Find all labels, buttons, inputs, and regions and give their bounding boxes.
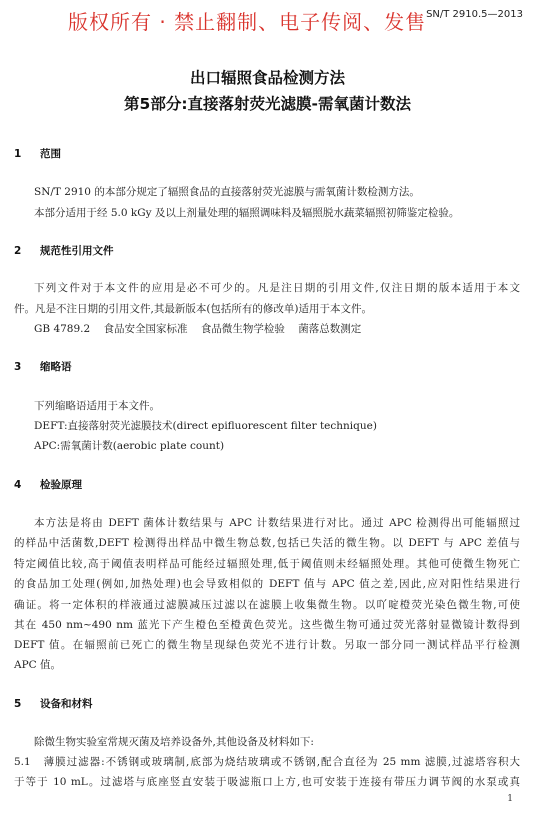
section-heading-normative-references <box>14 243 114 258</box>
clause-5-1-line: 5.1 薄膜过滤器:不锈钢或玻璃制,底部为烧结玻璃或不锈钢,配合直径为 25 mm 滤膜,过滤塔容积大 <box>14 756 520 768</box>
page-number: 1 <box>507 794 513 804</box>
section-number: 2 <box>14 245 22 257</box>
section-title: 规范性引用文件 <box>40 245 114 257</box>
section-heading-principle <box>14 477 82 492</box>
document-number: SN/T 2910.5—2013 <box>426 9 523 20</box>
paragraph-line: 的食品加工处理(例如,加热处理)也会导致相似的 DEFT 值与 APC 值之差,因此,应对阳性结果进行 <box>14 578 520 590</box>
abbreviation-entry: DEFT:直接落射荧光滤膜技术(direct epifluorescent filter technique) <box>34 420 377 432</box>
paragraph-line: 的样品中活菌数,DEFT 检测得出样品中微生物总数,包括已失活的微生物。以 DEFT 与 APC 差值与 <box>14 537 520 549</box>
paragraph-line: 本部分适用于经 5.0 kGy 及以上剂量处理的辐照调味料及辐照脱水蔬菜辐照初筛鉴定检验。 <box>34 207 460 219</box>
section-title: 检验原理 <box>40 479 82 491</box>
section-number: 3 <box>14 361 22 373</box>
paragraph-line: 其在 450 nm~490 nm 蓝光下产生橙色至橙黄色荧光。这些微生物可通过荧光落射显微镜计数得到 <box>14 619 520 631</box>
reference-entry: GB 4789.2 食品安全国家标准 食品微生物学检验 菌落总数测定 <box>34 323 362 335</box>
section-heading-scope <box>14 146 61 161</box>
paragraph-line: APC 值。 <box>14 659 62 671</box>
section-title: 范围 <box>40 148 61 160</box>
paragraph-line: 下列文件对于本文件的应用是必不可少的。凡是注日期的引用文件,仅注日期的版本适用于本文 <box>34 282 520 294</box>
document-title: 出口辐照食品检测方法 <box>189 69 345 87</box>
paragraph-line: 特定阈值比较,高于阈值表明样品可能经过辐照处理,低于阈值则未经辐照处理。其他可使微生物死亡 <box>14 558 520 570</box>
copyright-watermark: 版权所有 · 禁止翻制、电子传阅、发售 <box>68 10 427 34</box>
section-heading-abbreviations <box>14 359 72 374</box>
paragraph-line: 下列缩略语适用于本文件。 <box>34 400 160 412</box>
section-number: 1 <box>14 148 22 160</box>
section-heading-equipment <box>14 696 93 711</box>
paragraph-line: 确证。将一定体积的样液通过滤膜减压过滤以在滤膜上收集微生物。以吖啶橙荧光染色微生物,可使 <box>14 599 520 611</box>
paragraph-line: SN/T 2910 的本部分规定了辐照食品的直接落射荧光滤膜与需氧菌计数检测方法。 <box>34 186 420 198</box>
section-number: 5 <box>14 698 22 710</box>
abbreviation-entry: APC:需氧菌计数(aerobic plate count) <box>34 440 225 452</box>
paragraph-line: 件。凡是不注日期的引用文件,其最新版本(包括所有的修改单)适用于本文件。 <box>14 303 373 315</box>
clause-5-1-line: 于等于 10 mL。过滤塔与底座竖直安装于吸滤瓶口上方,也可安装于连接有带压力调节阀的水泵或真 <box>14 776 520 788</box>
section-number: 4 <box>14 479 22 491</box>
section-title: 设备和材料 <box>40 698 93 710</box>
paragraph-line: DEFT 值。在辐照前已死亡的微生物呈现绿色荧光不进行计数。另取一部分同一测试样品平行检测 <box>14 639 520 651</box>
document-subtitle: 第5部分:直接落射荧光滤膜-需氧菌计数法 <box>124 95 411 113</box>
section-title: 缩略语 <box>40 361 72 373</box>
paragraph-line: 除微生物实验室常规灭菌及培养设备外,其他设备及材料如下: <box>34 736 314 748</box>
paragraph-line: 本方法是将由 DEFT 菌体计数结果与 APC 计数结果进行对比。通过 APC 检测得出可能辐照过 <box>34 517 520 529</box>
